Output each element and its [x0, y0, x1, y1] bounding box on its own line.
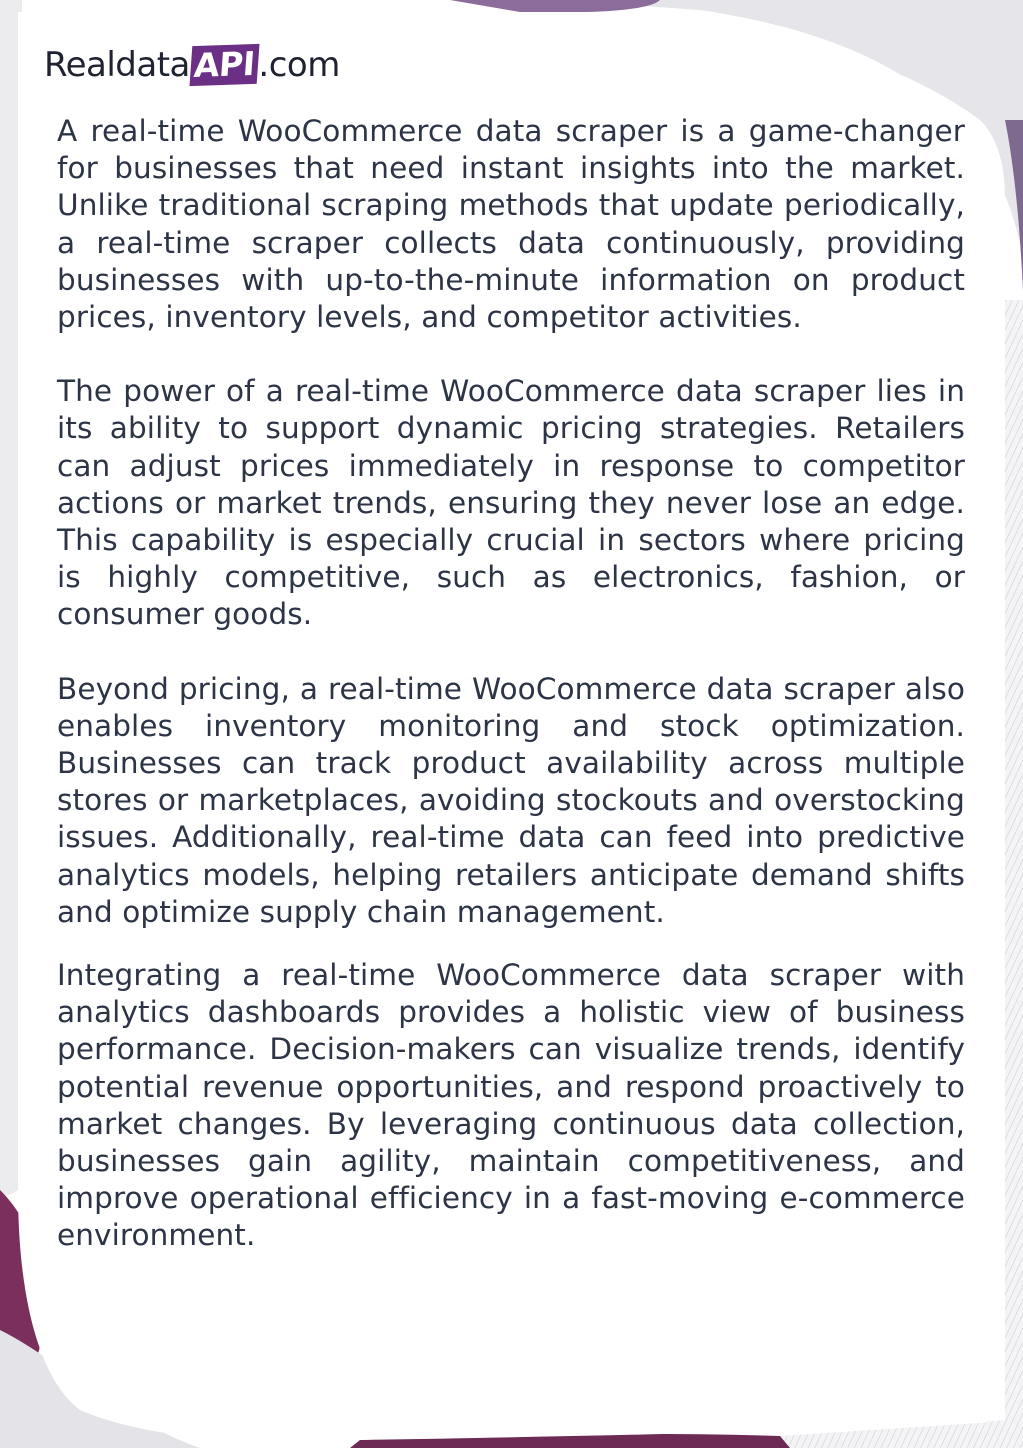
realdataapi-logo — [44, 38, 340, 92]
top-right-purple-swoosh — [450, 0, 660, 13]
logo-text-api: API — [189, 44, 259, 86]
paragraph-intro: A real-time WooCommerce data scraper is a game-changer for businesses that need instant insights into the market. Unlike traditional scraping methods that update periodically, a real-time scraper collects data continuously, providing businesses with up-to-the-minute information on product prices, inventory levels, and competitor activities. — [57, 114, 965, 335]
logo-text-domain: .com — [258, 45, 340, 85]
article-body — [57, 113, 965, 1255]
logo-text-realdata: Realdata — [44, 45, 190, 85]
paragraph-analytics: Integrating a real-time WooCommerce data scraper with analytics dashboards provides a holistic view of business performance. Decision-makers can visualize trends, identify potential revenue opportunities, and respond proactively to market changes. By leveraging continuous data collection, businesses gain agility, maintain competitiveness, and improve operational efficiency in a fast-moving e-commerce environment. — [57, 958, 965, 1253]
paragraph-dynamic-pricing: The power of a real-time WooCommerce data scraper lies in its ability to support dynamic pricing strategies. Retailers can adjust prices immediately in response to competitor actions or market trends, ensuring they never lose an edge. This capability is especially crucial in sectors where pricing is highly competitive, such as electronics, fashion, or consumer goods. — [57, 374, 965, 632]
paragraph-inventory: Beyond pricing, a real-time WooCommerce data scraper also enables inventory monitoring and stock optimization. Businesses can track product availability across multiple stores or marketplaces, avoiding stockouts and overstocking issues. Additionally, real-time data can feed into predictive analytics models, helping retailers anticipate demand shifts and optimize supply chain management. — [57, 671, 965, 929]
